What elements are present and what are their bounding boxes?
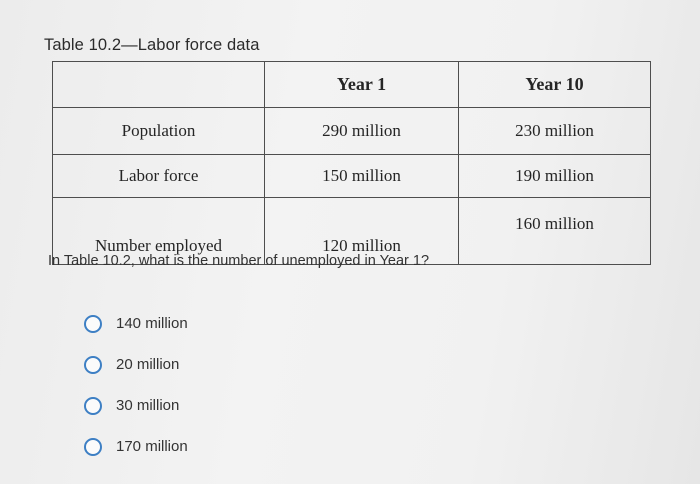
table-title: Table 10.2—Labor force data bbox=[44, 36, 260, 54]
answer-option-1[interactable] bbox=[84, 303, 188, 344]
cell-year10: 230 million bbox=[459, 108, 651, 155]
answer-option-4[interactable] bbox=[84, 426, 188, 467]
radio-button[interactable] bbox=[84, 356, 102, 374]
radio-button[interactable] bbox=[84, 315, 102, 333]
answer-option-2[interactable] bbox=[84, 344, 188, 385]
radio-button[interactable] bbox=[84, 438, 102, 456]
option-label: 30 million bbox=[116, 397, 180, 414]
row-label: Labor force bbox=[53, 155, 265, 198]
answer-options bbox=[84, 303, 188, 467]
row-label: Number employed bbox=[53, 198, 265, 265]
labor-force-table bbox=[52, 61, 651, 265]
cell-year1: 120 million bbox=[265, 198, 459, 265]
answer-option-3[interactable] bbox=[84, 385, 188, 426]
cell-year1: 150 million bbox=[265, 155, 459, 198]
question-text: In Table 10.2, what is the number of unemployed in Year 1? bbox=[48, 253, 430, 269]
option-label: 140 million bbox=[116, 315, 188, 332]
cell-year10: 160 million bbox=[459, 198, 651, 265]
cell-year10: 190 million bbox=[459, 155, 651, 198]
table-row bbox=[53, 155, 651, 198]
table-row bbox=[53, 108, 651, 155]
row-label: Population bbox=[53, 108, 265, 155]
header-cell-year1: Year 1 bbox=[265, 62, 459, 108]
radio-button[interactable] bbox=[84, 397, 102, 415]
table-header-row bbox=[53, 62, 651, 108]
option-label: 20 million bbox=[116, 356, 180, 373]
header-cell-empty bbox=[53, 62, 265, 108]
header-cell-year10: Year 10 bbox=[459, 62, 651, 108]
cell-year1: 290 million bbox=[265, 108, 459, 155]
option-label: 170 million bbox=[116, 438, 188, 455]
